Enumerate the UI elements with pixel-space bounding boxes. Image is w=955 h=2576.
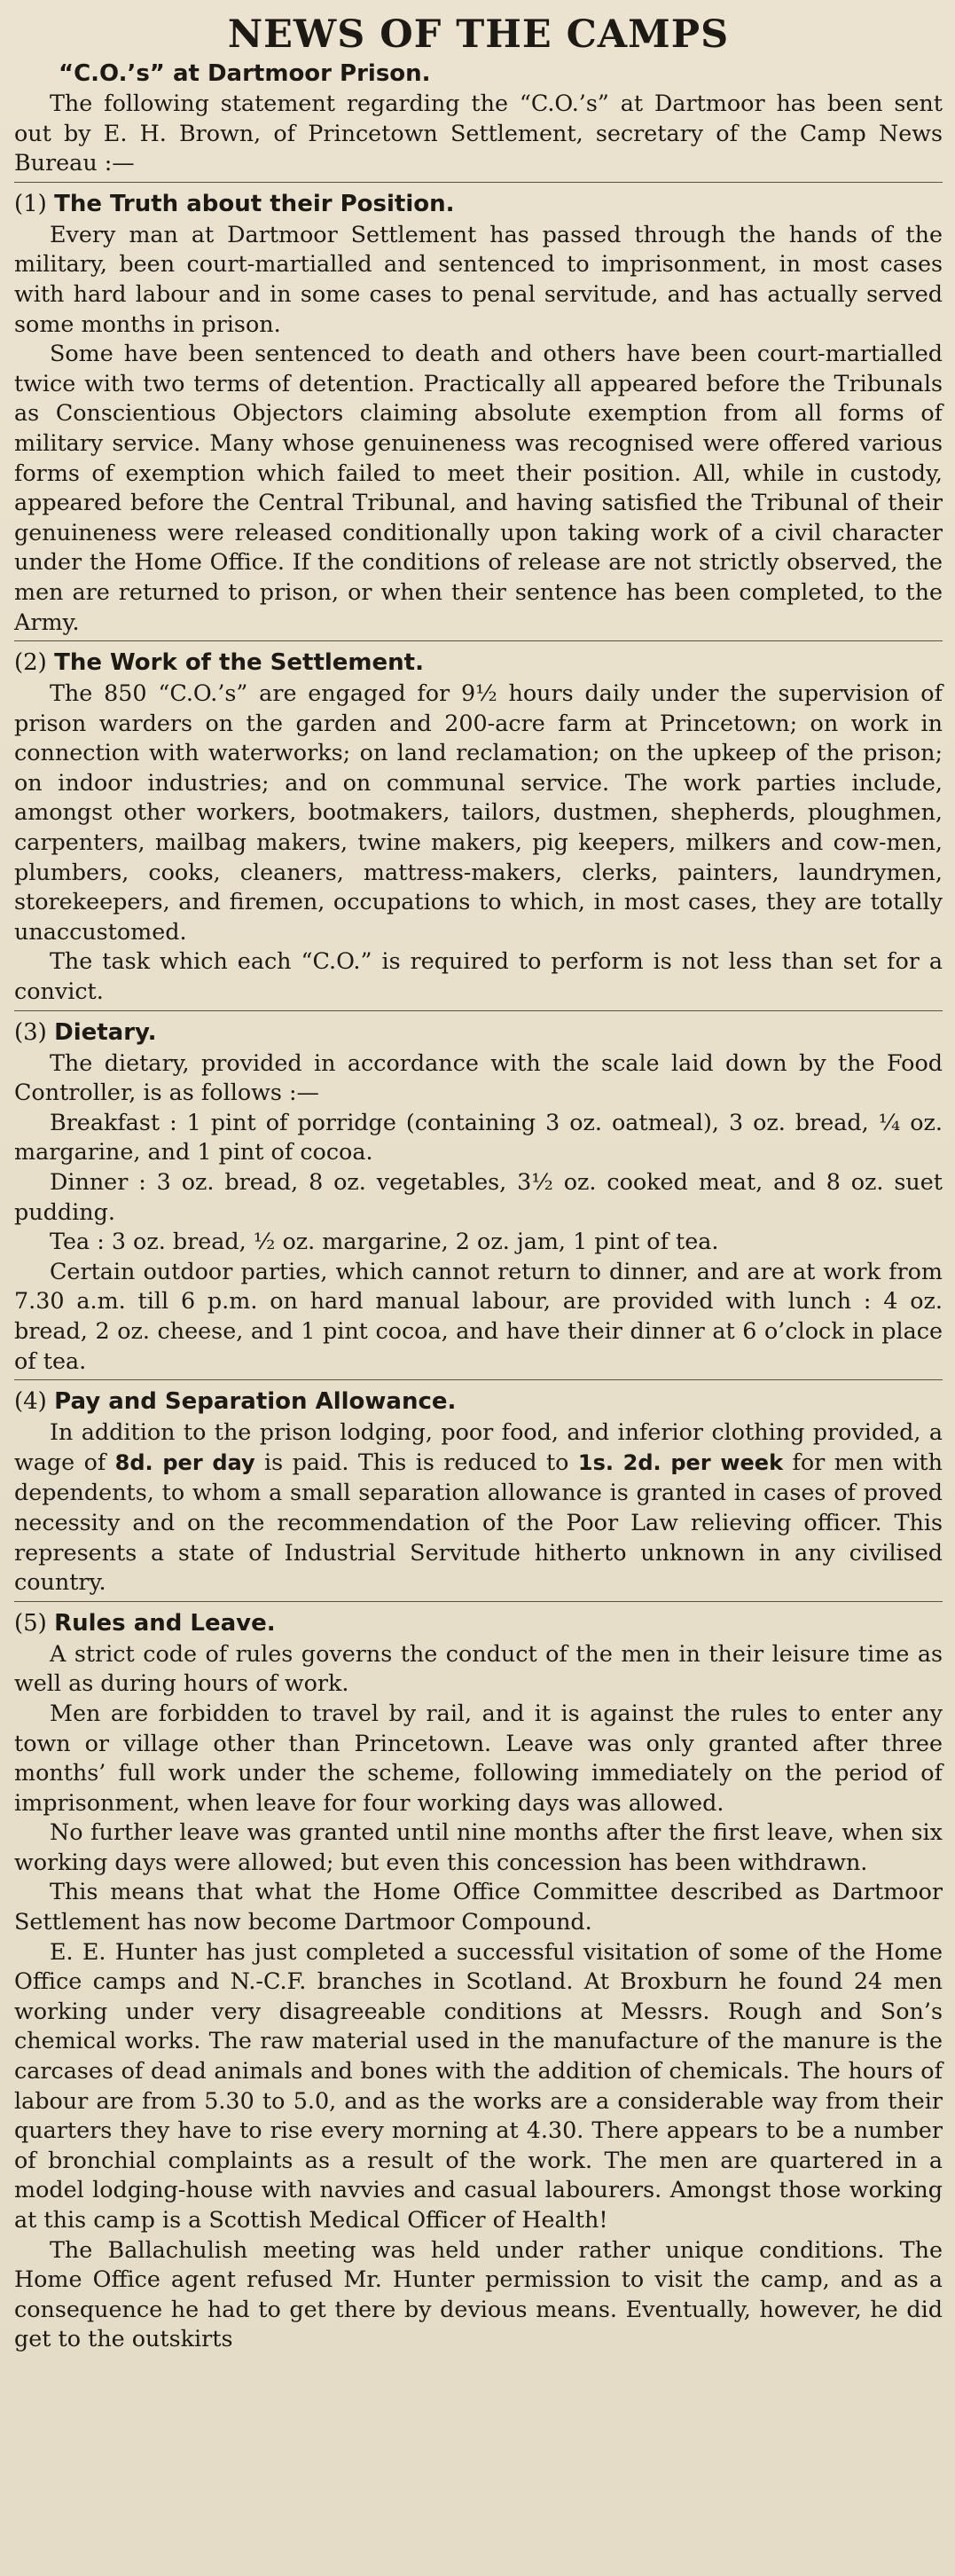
pay-text-mid: is paid. This is reduced to — [254, 1448, 578, 1475]
paragraph: The task which each “C.O.” is required to perform is not less than set for a convict. — [14, 947, 943, 1005]
section-number: (4) — [14, 1388, 47, 1416]
section-divider — [14, 1601, 943, 1602]
section-title: Rules and Leave. — [54, 1609, 276, 1637]
paragraph: The Ballachulish meeting was held under rather unique conditions. The Home Office agent refused Mr. Hunter permission to visit the camp, and as a consequence he had to get there by devious means. Eventually, however, he did get to the outskirts — [14, 2235, 943, 2352]
paragraph: The dietary, provided in accordance with the scale laid down by the Food Controller, is as follows :— — [14, 1048, 943, 1106]
section-title: Pay and Separation Allowance. — [54, 1388, 457, 1416]
section-heading-3 — [14, 1017, 943, 1048]
paragraph: No further leave was granted until nine months after the first leave, when six working days were allowed; but even this concession has been withdrawn. — [14, 1818, 943, 1875]
section-heading-5 — [14, 1607, 943, 1639]
paragraph: E. E. Hunter has just completed a successful visitation of some of the Home Office camps and N.-C.F. branches in Scotland. At Broxburn he found 24 men working under very disagreeable conditions at Messrs. Rough and Son’s chemical works. The raw material used in the manufacture of the manure is the carcases of dead animals and bones with the addition of chemicals. The hours of labour are from 5.30 to 5.0, and as the works are a considerable way from their quarters they have to rise every morning at 4.30. There appears to be a number of bronchial complaints as a result of the work. The men are quartered in a model lodging-house with navvies and casual labourers. Amongst those working at this camp is a Scottish Medical Officer of Health! — [14, 1937, 943, 2233]
tea-line: Tea : 3 oz. bread, ½ oz. margarine, 2 oz. jam, 1 pint of tea. — [50, 1228, 719, 1255]
pay-paragraph — [14, 1418, 943, 1598]
dinner-line: Dinner : 3 oz. bread, 8 oz. vegetables, 3½ oz. cooked meat, and 8 oz. suet pudding. — [14, 1168, 943, 1225]
paragraph: The 850 “C.O.’s” are engaged for 9½ hours daily under the supervision of prison warders on the garden and 200-acre farm at Princetown; on work in connection with waterworks; on land reclamation; on the upkeep of the prison; on indoor industries; and on communal service. The work parties include, amongst other workers, bootmakers, tailors, dustmen, shepherds, ploughmen, carpenters, mailbag makers, twine makers, pig keepers, milkers and cow-men, plumbers, cooks, cleaners, mattress-makers, clerks, painters, laundrymen, storekeepers, and firemen, occupations to which, in most cases, they are totally unaccustomed. — [14, 679, 943, 945]
section-number: (5) — [14, 1609, 47, 1637]
section-divider — [14, 1379, 943, 1380]
section-divider — [14, 182, 943, 183]
paragraph: Certain outdoor parties, which cannot return to dinner, and are at work from 7.30 a.m. till 6 p.m. on hard manual labour, are provided with lunch : 4 oz. bread, 2 oz. cheese, and 1 pint cocoa, and have their dinner at 6 o’clock in place of tea. — [14, 1257, 943, 1374]
paragraph: This means that what the Home Office Committee described as Dartmoor Settlement has now become Dartmoor Compound. — [14, 1878, 943, 1936]
paragraph: Every man at Dartmoor Settlement has passed through the hands of the military, been court-martialled and sentenced to imprisonment, in most cases with hard labour and in some cases to penal servitude, and has actually served some months in prison. — [14, 220, 943, 337]
section-number: (2) — [14, 649, 47, 677]
section-heading-2 — [14, 647, 943, 679]
breakfast-line: Breakfast : 1 pint of porridge (containing 3 oz. oatmeal), 3 oz. bread, ¼ oz. margarine, and 1 pint of cocoa. — [14, 1108, 943, 1166]
masthead-title: NEWS OF THE CAMPS — [227, 12, 730, 57]
pay-text-before: In addition to the prison lodging, poor food, and inferior clothing provided, a wage of — [14, 1418, 943, 1475]
section-divider — [14, 1010, 943, 1011]
paragraph: Men are forbidden to travel by rail, and it is against the rules to enter any town or village other than Princetown. Leave was only granted after three months’ full work under the scheme, following immediately on the period of imprisonment, when leave for four working days was allowed. — [14, 1699, 943, 1816]
article-subheading: “C.O.’s” at Dartmoor Prison. — [59, 60, 431, 87]
section-divider — [14, 640, 943, 641]
paragraph: Some have been sentenced to death and others have been court-martialled twice with two terms of detention. Practically all appeared before the Tribunals as Conscientious Objectors claiming absolute exemption from all forms of military service. Many whose genuineness was recognised were offered various forms of exemption which failed to meet their position. All, while in custody, appeared before the Central Tribunal, and having satisfied the Tribunal of their genuineness were released conditionally upon taking work of a civil character under the Home Office. If the conditions of release are not strictly observed, the men are returned to prison, or when their sentence has been completed, to the Army. — [14, 340, 943, 635]
section-heading-4 — [14, 1386, 943, 1418]
section-title: The Truth about their Position. — [54, 190, 455, 217]
pay-per-day: 8d. per day — [114, 1449, 255, 1475]
intro-paragraph: The following statement regarding the “C.O.’s” at Dartmoor has been sent out by E. H. Brown, of Princetown Settlement, secretary of the Camp News Bureau :— — [14, 90, 943, 177]
pay-text-after: for men with dependents, to whom a small separation allowance is granted in cases of proved necessity and on the recommendation of the Poor Law relieving officer. This represents a state of Industrial Servitude hitherto unknown in any civilised country. — [14, 1448, 943, 1596]
section-title: The Work of the Settlement. — [54, 649, 424, 677]
paragraph: A strict code of rules governs the conduct of the men in their leisure time as well as during hours of work. — [14, 1639, 943, 1697]
section-number: (3) — [14, 1018, 47, 1046]
section-number: (1) — [14, 190, 47, 217]
section-heading-1 — [14, 188, 943, 220]
section-title: Dietary. — [54, 1018, 157, 1046]
pay-per-week: 1s. 2d. per week — [577, 1449, 784, 1475]
